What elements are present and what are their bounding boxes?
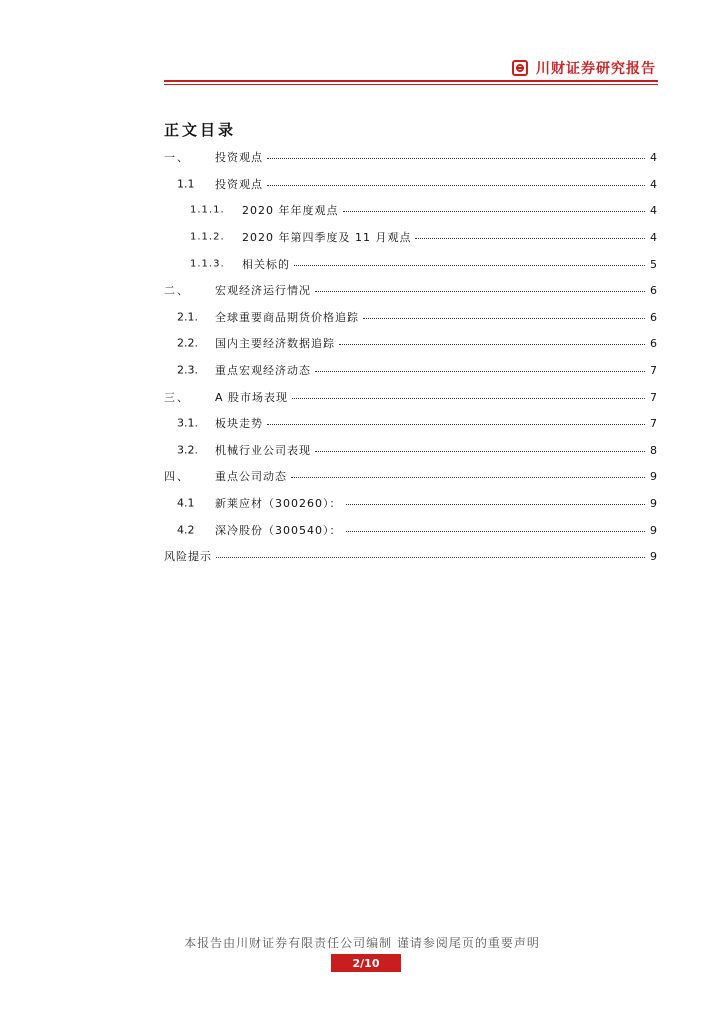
page-header xyxy=(164,58,658,82)
toc-entry-number: 1.1.1. xyxy=(190,204,225,216)
toc-entry[interactable] xyxy=(164,357,657,384)
toc-leader-dots xyxy=(339,343,645,345)
table-of-contents xyxy=(164,144,657,570)
toc-entry[interactable] xyxy=(164,250,657,277)
toc-entry-page: 4 xyxy=(650,151,657,165)
toc-leader-dots xyxy=(315,370,645,372)
toc-entry-page: 7 xyxy=(650,417,657,431)
toc-entry-page: 4 xyxy=(650,204,657,218)
toc-entry-number: 4.2 xyxy=(177,523,195,537)
toc-leader-dots xyxy=(346,503,646,505)
toc-entry[interactable] xyxy=(164,304,657,331)
toc-entry[interactable] xyxy=(164,197,657,224)
toc-entry-page: 9 xyxy=(650,523,657,537)
chuancai-logo-icon xyxy=(512,60,528,76)
toc-entry-number: 1.1.2. xyxy=(190,231,225,243)
toc-entry-page: 9 xyxy=(650,550,657,564)
brand xyxy=(512,58,656,78)
toc-entry-title: 机械行业公司表现 xyxy=(215,443,311,457)
toc-entry[interactable] xyxy=(164,171,657,198)
toc-entry-page: 9 xyxy=(650,497,657,511)
header-rule xyxy=(164,80,658,82)
toc-entry-number: 三、 xyxy=(164,390,190,404)
toc-entry-title: 全球重要商品期货价格追踪 xyxy=(215,310,359,324)
toc-entry-page: 7 xyxy=(650,390,657,404)
toc-entry-number: 1.1 xyxy=(177,177,195,191)
toc-leader-dots xyxy=(346,530,646,532)
toc-leader-dots xyxy=(216,556,645,558)
toc-entry-page: 6 xyxy=(650,337,657,351)
toc-entry-title: 投资观点 xyxy=(215,177,263,191)
toc-entry-title: 板块走势 xyxy=(215,417,263,431)
toc-entry[interactable] xyxy=(164,144,657,171)
toc-entry-number: 2.1. xyxy=(177,310,198,324)
brand-name: 川财证券研究报告 xyxy=(536,61,656,77)
toc-entry-number: 3.1. xyxy=(177,416,198,430)
toc-entry-page: 6 xyxy=(650,284,657,298)
toc-leader-dots xyxy=(267,423,645,425)
toc-leader-dots xyxy=(294,264,645,266)
toc-leader-dots xyxy=(267,184,645,186)
toc-entry-title: A 股市场表现 xyxy=(215,390,289,404)
toc-title: 正文目录 xyxy=(164,121,237,139)
toc-entry-number: 二、 xyxy=(164,284,190,298)
page-indicator: 2/10 xyxy=(331,954,401,972)
toc-entry-title: 深冷股份（300540）： xyxy=(215,523,342,537)
toc-entry-title: 2020 年年度观点 xyxy=(242,204,339,218)
toc-leader-dots xyxy=(363,317,645,319)
toc-entry-title: 国内主要经济数据追踪 xyxy=(215,337,335,351)
toc-entry[interactable] xyxy=(164,224,657,251)
toc-entry[interactable] xyxy=(164,330,657,357)
toc-entry-page: 8 xyxy=(650,443,657,457)
toc-entry-number: 2.2. xyxy=(177,336,198,350)
toc-leader-dots xyxy=(315,290,645,292)
toc-entry[interactable] xyxy=(164,410,657,437)
toc-entry[interactable] xyxy=(164,463,657,490)
toc-leader-dots xyxy=(292,397,645,399)
toc-entry-title: 重点宏观经济动态 xyxy=(215,364,311,378)
toc-entry-title: 重点公司动态 xyxy=(215,470,287,484)
toc-entry[interactable] xyxy=(164,490,657,517)
toc-entry-number: 2.3. xyxy=(177,363,198,377)
toc-entry-page: 9 xyxy=(650,470,657,484)
toc-entry-number: 一、 xyxy=(164,151,190,165)
toc-entry-number: 4.1 xyxy=(177,496,195,510)
toc-leader-dots xyxy=(315,450,645,452)
toc-entry-page: 4 xyxy=(650,177,657,191)
toc-entry-number: 3.2. xyxy=(177,443,198,457)
toc-entry[interactable] xyxy=(164,543,657,570)
toc-leader-dots xyxy=(267,157,645,159)
toc-entry-title: 投资观点 xyxy=(215,151,263,165)
toc-entry-title: 相关标的 xyxy=(242,257,290,271)
toc-entry-title: 宏观经济运行情况 xyxy=(215,284,311,298)
toc-entry-page: 5 xyxy=(650,257,657,271)
toc-entry-page: 4 xyxy=(650,231,657,245)
footer-disclaimer: 本报告由川财证券有限责任公司编制 谨请参阅尾页的重要声明 xyxy=(184,936,540,950)
toc-entry[interactable] xyxy=(164,383,657,410)
toc-entry-number: 四、 xyxy=(164,470,190,484)
toc-leader-dots xyxy=(415,237,645,239)
toc-entry-title: 新莱应材（300260）： xyxy=(215,497,342,511)
toc-entry[interactable] xyxy=(164,437,657,464)
toc-entry[interactable] xyxy=(164,516,657,543)
toc-leader-dots xyxy=(291,476,645,478)
toc-entry-page: 7 xyxy=(650,364,657,378)
toc-entry-title: 风险提示 xyxy=(164,550,212,564)
toc-leader-dots xyxy=(343,210,646,212)
toc-entry[interactable] xyxy=(164,277,657,304)
toc-entry-title: 2020 年第四季度及 11 月观点 xyxy=(242,231,412,245)
toc-entry-page: 6 xyxy=(650,310,657,324)
toc-entry-number: 1.1.3. xyxy=(190,258,225,270)
header-rule-thin xyxy=(164,84,658,85)
